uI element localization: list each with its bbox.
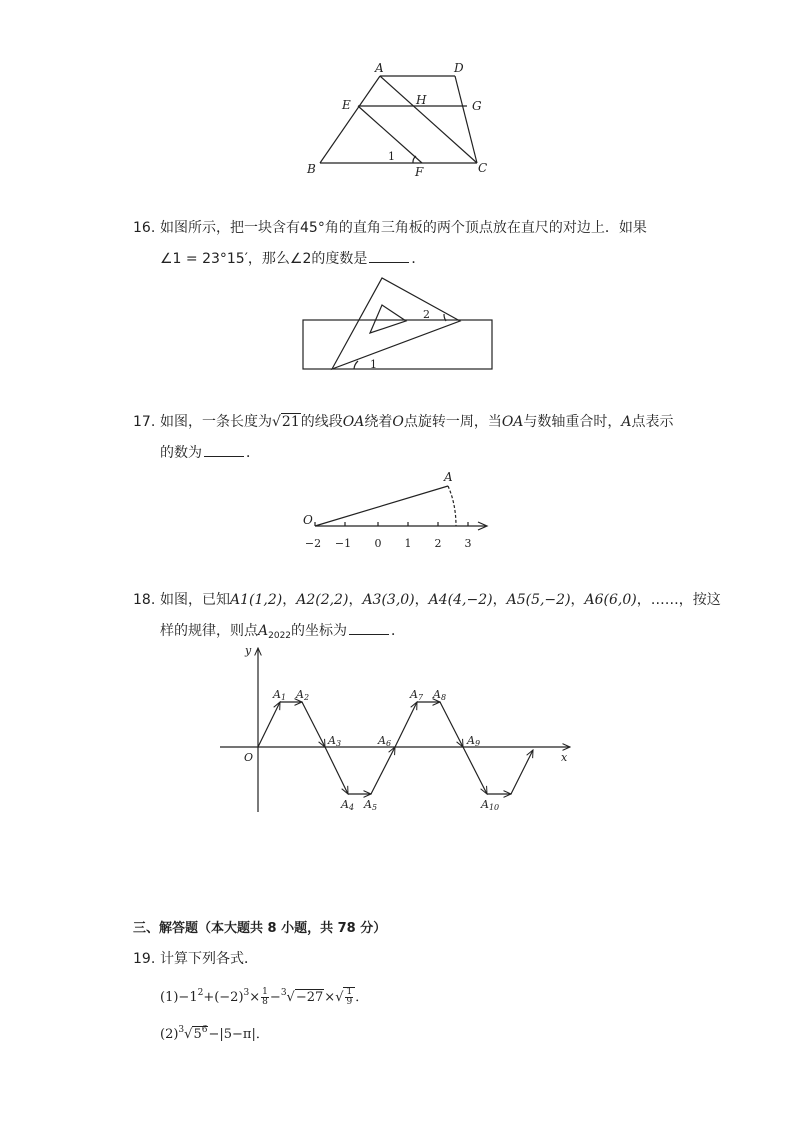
q18-number: 18. [133,592,156,608]
q18-text-pre: 如图，已知 [160,592,230,608]
q19-p2-root-index: 3 [178,1025,185,1035]
label-C: C [478,161,488,175]
q17-number: 17. [133,414,156,430]
q19-p1-root-index: 3 [280,988,287,998]
q19-title: 计算下列各式． [160,951,258,967]
label-A: A [375,61,384,75]
tick-label: 3 [464,537,472,550]
figure-17-number-line [298,466,498,556]
point-label: A6 [378,734,392,748]
q19-p1-b: +(−2) [203,990,244,1005]
point-label: A8 [433,688,447,702]
q19-p1-b-sup: 3 [243,988,250,998]
label-D: D [454,61,464,75]
q16-line1: 如图所示，把一块含有45°角的直角三角板的两个顶点放在直尺的对边上．如果 [160,220,647,236]
fraction-numerator: 1 [262,987,268,997]
q17-line2 [160,444,260,462]
tick-label: −2 [304,537,322,550]
label-O: O [303,513,313,527]
point-label: A4 [341,798,355,812]
q19-p1-fraction [261,988,269,1007]
q17-text-f: 点表示 [631,414,674,430]
fraction-denominator: 8 [262,997,268,1007]
label-F: F [415,165,424,179]
q17-text-d: 点旋转一周，当 [403,414,502,430]
q17-answer-blank[interactable] [204,444,244,457]
q16-line2-pre: ∠1 = 23°15′，那么∠2的度数是 [160,251,368,267]
q17-line2-pre: 的数为 [160,445,202,461]
label-angle-1: 1 [370,358,377,371]
q16-number: 16. [133,220,156,236]
q17-line2-post: ． [246,445,260,461]
q18-line1: 如图，已知A1(1,2)，A2(2,2)，A3(3,0)，A4(4,−2)，A5(5,−2)，A6(6,0)，……，按这 [160,592,721,608]
q19-p1-label: (1) [160,990,179,1005]
q18-point: A2(2,2) [296,592,349,608]
tick-label: 0 [374,537,382,550]
q19-p1-end: ． [355,990,369,1005]
q19-part2: $(2)^3√5^6-|5-\pi|$． [160,1025,269,1042]
q18-point: A5(5,−2) [506,592,571,608]
q18-answer-blank[interactable] [349,622,389,635]
q17-text-b: 的线段 [300,414,343,430]
label-E: E [342,98,351,112]
point-label: A7 [410,688,424,702]
q17-text-a: 如图，一条长度为 [160,414,272,430]
axis-label-y: y [245,644,252,657]
q19-p1-a: −1 [178,990,198,1005]
origin-label: O [244,751,254,764]
q16-line2-post: ． [411,251,426,267]
fraction-denominator: 9 [346,997,353,1007]
point-label: A2 [296,688,310,702]
section-title: 三、解答题（本大题共 8 小题，共 78 分） [133,921,387,936]
label-G: G [472,99,482,113]
q19-p1-minus: − [269,990,281,1005]
q19-p1-sqrt-fraction [345,988,353,1007]
point-label: A5 [364,798,378,812]
q19-p1-root-value: −27 [295,990,324,1005]
figure-18-zigzag [215,640,580,820]
q18-point: A1(1,2) [230,592,283,608]
label-H: H [416,93,427,107]
q17-sqrt-value: 21 [281,414,300,430]
point-label: A3 [328,734,342,748]
point-label: A9 [467,734,481,748]
q18-target-point: A [258,623,269,639]
label-angle-1: 1 [388,150,395,163]
fraction-numerator: 1 [346,987,353,997]
q17-text-e: 与数轴重合时， [523,414,622,430]
q19-part1: $(1)-1^2+(-2)^3\times$ $\frac{1}{8}$ −$^3$√−27×√ $\frac{1}{9}$ ． [160,987,369,1007]
q19-p2-rest: −|5−π| [208,1027,256,1042]
tick-label: 1 [404,537,412,550]
label-angle-2: 2 [423,308,430,321]
tick-label: −1 [334,537,352,550]
q17-oa2: OA [501,414,524,430]
axis-label-x: x [561,751,568,764]
q18-point: A3(3,0) [362,592,415,608]
q19-number: 19. [133,951,156,967]
point-label: A1 [273,688,287,702]
q19-p2-end: ． [255,1027,269,1042]
q18-point: A6(6,0) [584,592,637,608]
q17-line1: 如图，一条长度为√21的线段OA绕着O点旋转一周，当OA与数轴重合时，A点表示 [160,414,674,430]
q19-p1-a-sup: 2 [197,988,204,998]
label-B: B [307,162,316,176]
point-label: A10 [481,798,500,812]
q17-oa: OA [342,414,365,430]
q17-a: A [621,414,632,430]
q19-p1-times2: × [324,990,336,1005]
q16-line2 [160,250,425,268]
label-A: A [444,470,453,484]
figure-16-ruler-triangle [300,275,500,375]
q19-p1-times: × [249,990,261,1005]
q18-target-sub: 2022 [268,631,292,641]
q17-o: O [392,414,404,430]
q19-p2-radicand [192,1026,208,1042]
q18-line2-mid: 的坐标为 [291,623,348,639]
q17-text-c: 绕着 [364,414,393,430]
q18-point: A4(4,−2) [428,592,493,608]
tick-label: 2 [434,537,442,550]
q19-p2-root-base: 5 [193,1027,202,1042]
q19-p2-root-sup: 6 [201,1025,208,1035]
q16-answer-blank[interactable] [369,250,409,263]
q18-line2-pre: 样的规律，则点 [160,623,258,639]
figure-15-trapezoid [300,58,500,183]
q18-text-post: ，……，按这 [636,592,721,608]
q19-p2-label: (2) [160,1027,179,1042]
q18-line2-post: ． [391,623,406,639]
